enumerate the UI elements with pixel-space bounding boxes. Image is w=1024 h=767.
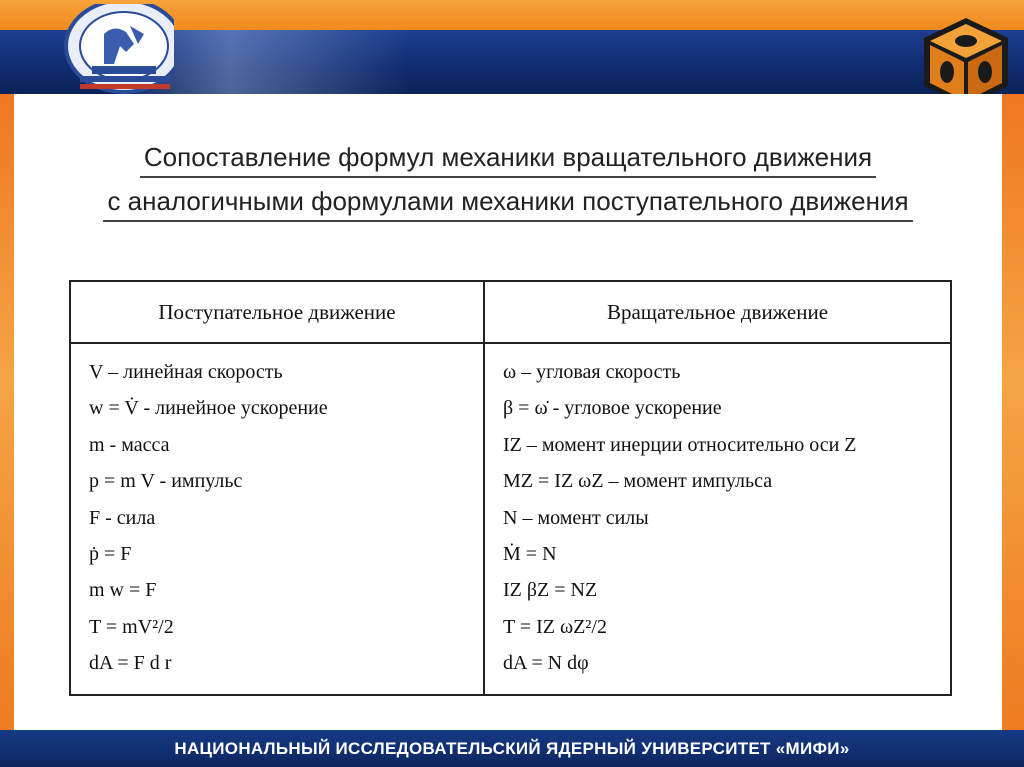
formula-comparison-table [69,280,952,696]
slide-content [14,94,1002,730]
table-row: dA = N dφ [503,652,589,675]
table-row: ω – угловая скорость [503,361,681,383]
table-row: ṗ = F [89,542,132,565]
table-row: MZ = IZ ωZ – момент импульса [503,470,773,493]
table-row: dA = F d r [89,652,172,675]
table-row: IZ – момент инерции относительно оси Z [503,433,857,456]
footer-university-name: НАЦИОНАЛЬНЫЙ ИССЛЕДОВАТЕЛЬСКИЙ ЯДЕРНЫЙ УНИВЕРСИТЕТ «МИФИ» [174,739,850,758]
table-row: IZ βZ = NZ [503,579,598,602]
table-row: V – линейная скорость [89,361,283,383]
table-row: T = IZ ωZ²/2 [503,615,607,638]
table-row: N – момент силы [503,506,649,529]
table-row: T = mV²/2 [89,615,174,638]
footer-bar [0,730,1024,767]
slide-title [14,138,1002,222]
table-row: w = V̇ - линейное ускорение [89,397,328,420]
header-rotational: Вращательное движение [484,281,951,343]
table-header-row [70,281,951,343]
translational-column [70,343,484,695]
table-row: Ṁ = N [503,542,557,565]
table-row: m w = F [89,579,157,602]
left-orange-stripe [0,30,14,730]
title-line-2: с аналогичными формулами механики поступательного движения [103,182,912,222]
table-row: m - масса [89,433,170,456]
title-line-1: Сопоставление формул механики вращательного движения [140,138,876,178]
table-row: p = m V - импульс [89,470,243,493]
rotational-column [484,343,951,695]
university-seal-logo-icon [34,4,174,100]
right-orange-stripe [1002,30,1024,730]
table-row: β = ω̇ - угловое ускорение [503,397,722,420]
table-row: F - сила [89,506,156,529]
header-translational: Поступательное движение [70,281,484,343]
